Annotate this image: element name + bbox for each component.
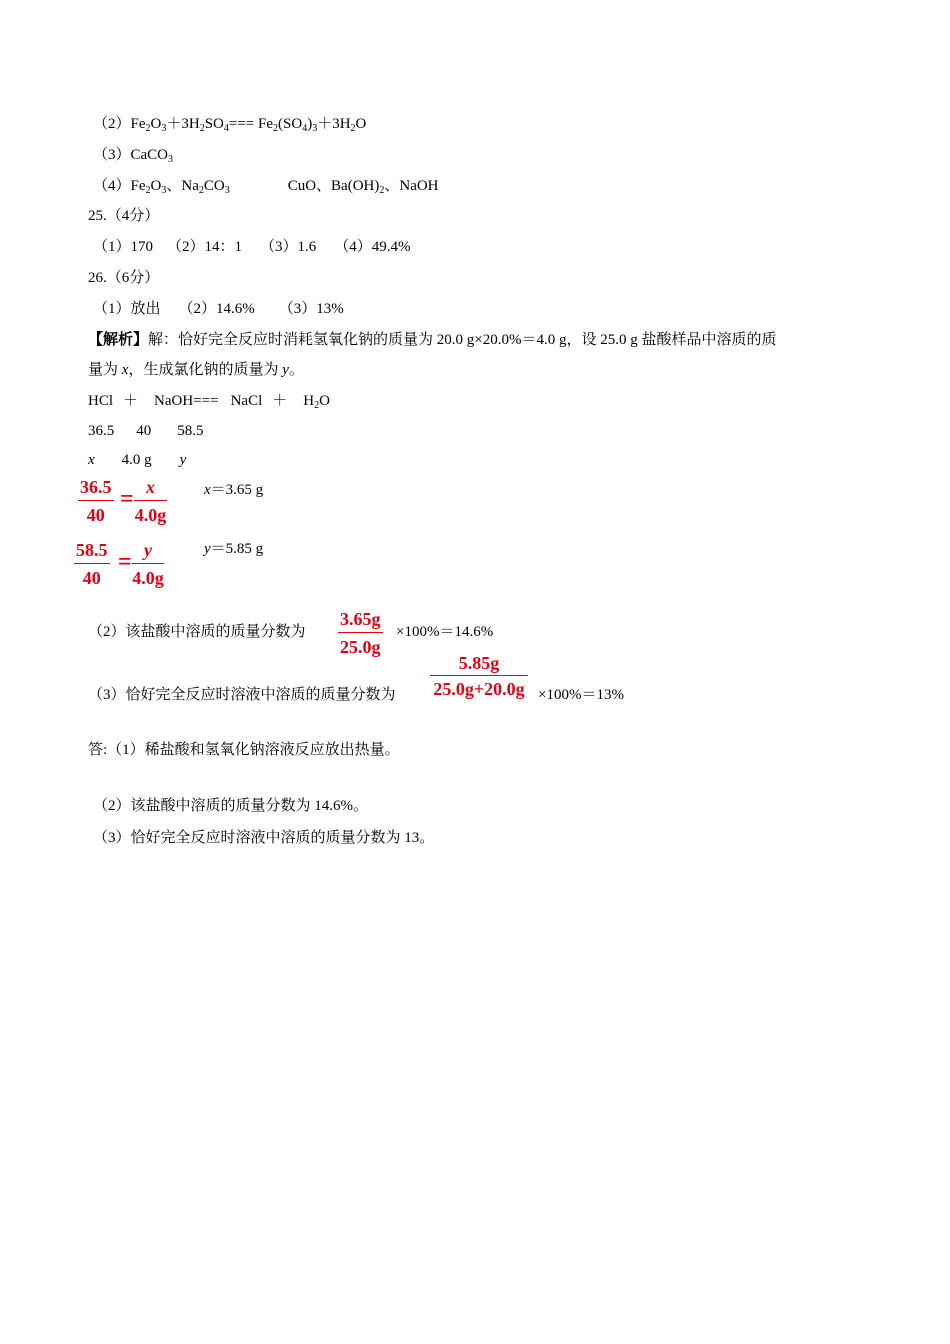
result-x: x＝3.65 g <box>204 482 264 498</box>
ratio-equals-1: = <box>120 486 134 512</box>
part-2-result: ×100%＝14.6% <box>396 624 494 640</box>
reaction-equation: HCl ＋ NaOH=== NaCl ＋ $H_2O$ <box>88 393 330 411</box>
part-3-fraction: 5.85g 25.0g+20.0g <box>430 652 528 700</box>
variable-row: x 4.0 g y <box>88 452 187 468</box>
ratio-fraction-2-right: $\frac{y}{4.0g}$ <box>132 540 164 588</box>
question-25-answers: （1）170 （2）14：1 （3）1.6 （4）49.4% <box>93 239 411 255</box>
part-3-result: ×100%＝13% <box>538 687 624 703</box>
answer-line-4: $(4)Fe_2O_3$、$Na_2CO_3$ CuO、$Ba(OH)_2$、NaOH <box>93 178 439 196</box>
answer-line-1: 答:（1）稀盐酸和氢氧化钠溶液反应放出热量。 <box>88 742 400 758</box>
result-y: y＝5.85 g <box>204 541 264 557</box>
analysis-line-2: 量为 x，生成氯化钠的质量为 y。 <box>88 362 304 378</box>
relative-mass-row: 36.5 40 58.5 <box>88 423 204 439</box>
question-25-heading: 25.（4分） <box>88 208 160 224</box>
ratio-fraction-2-left: $\frac{58.5}{40}$ <box>76 540 108 588</box>
equation-line-2: $(2)Fe_2O_3+3H_2SO_4=== Fe_2(SO_4)_3+3H_2O$ <box>93 116 367 134</box>
part-3-label: （3）恰好完全反应时溶液中溶质的质量分数为 <box>88 687 396 703</box>
ratio-equals-2: = <box>118 549 132 575</box>
analysis-line-1: 【解析】解：恰好完全反应时消耗氢氧化钠的质量为 20.0 g×20.0%＝4.0 g，设 25.0 g 盐酸样品中溶质的质 <box>88 332 777 348</box>
question-26-answers: （1）放出 （2）14.6% （3）13% <box>93 301 344 317</box>
answer-line-3: （3）CaCO$_3$ <box>93 147 174 165</box>
answer-line-2: （2）该盐酸中溶质的质量分数为 14.6%。 <box>93 798 368 814</box>
part-2-fraction: $\frac{3.65g}{25.0g}$ <box>340 609 381 657</box>
ratio-fraction-1-right: $\frac{x}{4.0g}$ <box>134 477 167 525</box>
answer-line-3: （3）恰好完全反应时溶液中溶质的质量分数为 13。 <box>93 830 435 846</box>
part-2-label: （2）该盐酸中溶质的质量分数为 <box>88 624 306 640</box>
question-26-heading: 26.（6分） <box>88 270 160 286</box>
ratio-fraction-1-left: $\frac{36.5}{40}$ <box>80 477 112 525</box>
